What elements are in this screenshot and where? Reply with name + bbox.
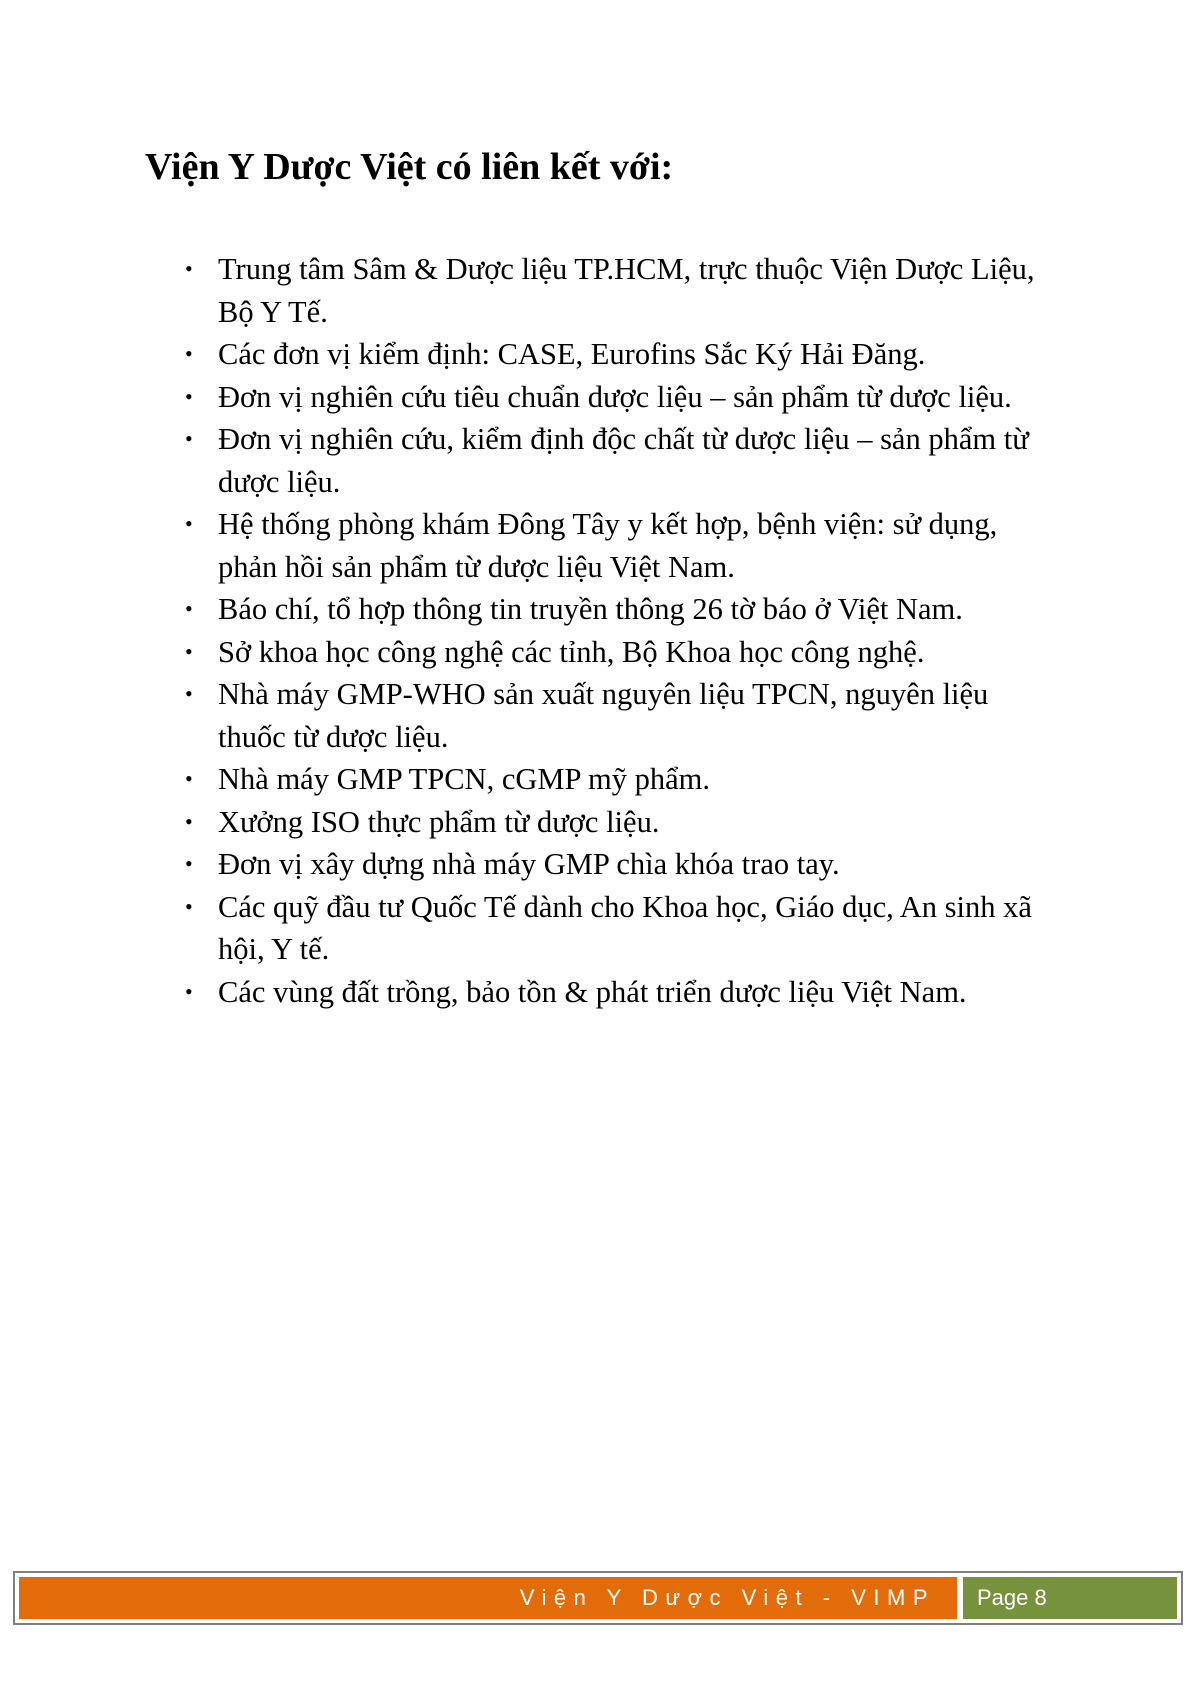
bullet-icon: • [185, 596, 193, 621]
list-item [185, 801, 1058, 844]
footer-title: Viện Y Dược Việt - VIMP [519, 1585, 935, 1610]
bullet-icon: • [185, 511, 193, 536]
list-item [185, 971, 1058, 1014]
list-item-text: Đơn vị nghiên cứu, kiểm định độc chất từ dược liệu – sản phẩm từ dược liệu. [218, 422, 1029, 499]
bullet-icon: • [185, 766, 193, 791]
list-item-text: Đơn vị nghiên cứu tiêu chuẩn dược liệu – sản phẩm từ dược liệu. [218, 379, 1012, 414]
list-item-text: Báo chí, tổ hợp thông tin truyền thông 26 tờ báo ở Việt Nam. [218, 592, 963, 626]
list-item [185, 758, 1058, 801]
list-item-text: Nhà máy GMP-WHO sản xuất nguyên liệu TPCN, nguyên liệu thuốc từ dược liệu. [218, 677, 989, 754]
list-item [185, 376, 1058, 419]
bullet-icon: • [185, 978, 193, 1004]
page-number: Page 8 [977, 1585, 1047, 1610]
page-footer [13, 1571, 1183, 1625]
bullet-icon: • [185, 256, 193, 281]
list-item-text: Các quỹ đầu tư Quốc Tế dành cho Khoa học, Giáo dục, An sinh xã hội, Y tế. [218, 889, 1032, 966]
list-item [185, 843, 1058, 886]
list-item [185, 418, 1058, 503]
list-item [185, 248, 1058, 333]
bullet-icon: • [185, 638, 193, 664]
bullet-icon: • [185, 851, 193, 876]
list-item-text: Hệ thống phòng khám Đông Tây y kết hợp, bệnh viện: sử dụng, phản hồi sản phẩm từ dược liệu Việt Nam. [218, 507, 998, 584]
bullet-icon: • [185, 808, 193, 834]
footer-title-bar [19, 1577, 957, 1619]
list-item-text: Xưởng ISO thực phẩm từ dược liệu. [218, 804, 660, 839]
footer-page-box [963, 1577, 1177, 1619]
partner-list [185, 248, 1058, 1013]
list-item [185, 631, 1058, 674]
bullet-icon: • [185, 426, 193, 451]
list-item [185, 673, 1058, 758]
list-item-text: Các đơn vị kiểm định: CASE, Eurofins Sắc Ký Hải Đăng. [218, 337, 926, 371]
bullet-icon: • [185, 893, 193, 919]
list-item-text: Trung tâm Sâm & Dược liệu TP.HCM, trực thuộc Viện Dược Liệu, Bộ Y Tế. [218, 252, 1035, 329]
list-item [185, 333, 1058, 376]
list-item [185, 886, 1058, 971]
list-item [185, 588, 1058, 631]
bullet-icon: • [185, 681, 193, 706]
bullet-icon: • [185, 383, 193, 409]
list-item-text: Các vùng đất trồng, bảo tồn & phát triển dược liệu Việt Nam. [218, 974, 967, 1009]
list-item [185, 503, 1058, 588]
list-item-text: Nhà máy GMP TPCN, cGMP mỹ phẩm. [218, 762, 710, 796]
bullet-icon: • [185, 341, 193, 366]
page-heading: Viện Y Dược Việt có liên kết với: [145, 146, 674, 188]
list-item-text: Sở khoa học công nghệ các tỉnh, Bộ Khoa học công nghệ. [218, 634, 925, 669]
list-item-text: Đơn vị xây dựng nhà máy GMP chìa khóa trao tay. [218, 847, 840, 881]
